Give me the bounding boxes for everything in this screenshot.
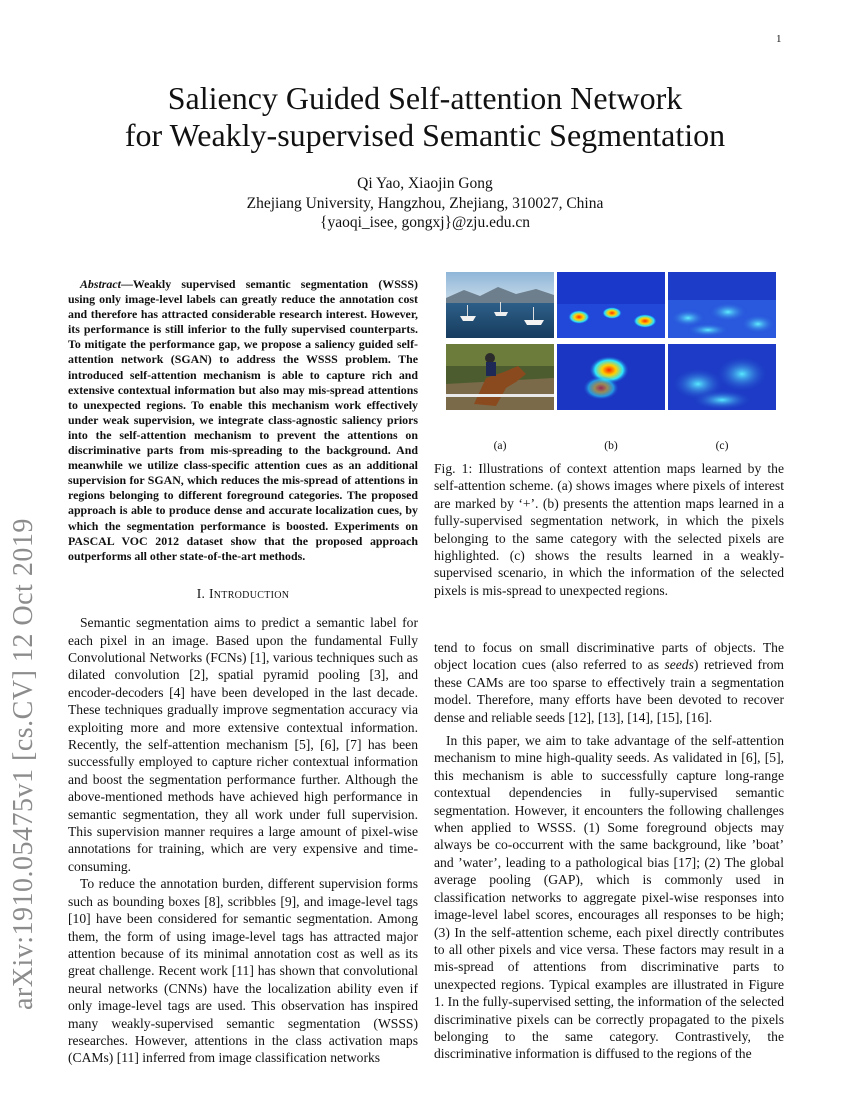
abstract-text: —Weakly supervised semantic segmentation (WSSS) using only image-level labels can greatly reduce the annotation cost and therefore has attracted considerable research interest. However, its performance is still inferior to the fully supervised counterparts. To mitigate the performance gap, we propose a saliency guided self-attention network (SGAN) to address the WSSS problem. The introduced self-attention mechanism is able to capture rich and extensive contextual information but also may mis-spread attentions to unexpected regions. To enable this mechanism work effectively under weak supervision, we integrate class-agnostic saliency priors into the self-attention mechanism to prevent the attentions on discriminative parts from mis-spreading to the background. And meanwhile we utilize class-specific attention cues as an additional supervision for SGAN, which reduces the mis-spread of attentions in regions belonging to different foreground categories. The proposed approach is able to produce dense and accurate localization cues, by which the segmentation performance is boosted. Experiments on PASCAL VOC 2012 dataset show that the proposed approach outperforms all other state-of-the-art methods.: [68, 277, 418, 563]
figure-image-grid: [434, 272, 784, 412]
intro-paragraph-2: To reduce the annotation burden, different supervision forms such as bounding boxes [8], scribbles [9], and image-level tags [10] have been considered for semantic segmentation. Among them, the form of using image-level tags has attracted major attention because of its minimal annotation cost as well as its great challenge. Recent work [11] has shown that convolutional neural networks (CNNs) have the localization ability even if only image-level tags are used. This observation has inspired many weakly-supervised semantic segmentation (WSSS) researches. However, attentions in the class activation maps (CAMs) [11] inferred from image classification networks: [68, 876, 418, 1066]
authors: Qi Yao, Xiaojin Gong: [357, 175, 493, 192]
affiliation: Zhejiang University, Hangzhou, Zhejiang, 310027, China: [246, 195, 604, 212]
title-line-2: for Weakly-supervised Semantic Segmentation: [124, 117, 726, 153]
paper-title: [70, 80, 780, 154]
title-block: [70, 80, 780, 232]
seeds-term: seeds: [664, 657, 694, 673]
arxiv-stamp: arXiv:1910.05475v1 [cs.CV] 12 Oct 2019: [8, 518, 39, 1010]
boats-photo: [446, 272, 554, 338]
para3-text-a: tend to focus on small discriminative parts of objects. The object location cues (also referred to as: [434, 640, 784, 673]
subfigure-label-b: (b): [604, 439, 618, 452]
intro-paragraph-1: Semantic segmentation aims to predict a semantic label for each pixel in an image. Based upon the fundamental Fully Convolutional Networks (FCNs) [1], various techniques such as dilated convolution [2], spatial pyramid pooling [3], and encoder-decoders [4] have been developed in the last decade. These techniques gradually improve segmentation accuracy via exploiting more and more extensive contextual information. Recently, the self-attention mechanism [5], [6], [7] has been successfully employed to capture richer contextual information and boost the segmentation performance further. Although the above-mentioned methods have achieved high performance in semantic segmentation, they all work under full supervision. This supervision manner requires a large amount of pixel-wise annotations for training, which are very expensive and time-consuming.: [68, 615, 418, 874]
section-title: Introduction: [208, 585, 290, 601]
horse-photo: [446, 344, 554, 410]
figure-1: [434, 272, 784, 598]
figure-caption: Fig. 1: Illustrations of context attention maps learned by the self-attention scheme. (a) shows images where pixels of interest are marked by ‘+’. (b) presents the attention maps learned in a fully-supervised segmentation network, in which the pixels belonging to the same category with the selected pixels are highlighted. (c) shows the results learned in a weakly-supervised scenario, in which the information of the selected pixels is mis-spread to unexpected regions.: [434, 461, 784, 598]
title-line-1: Saliency Guided Self-attention Network: [167, 80, 683, 116]
attention-map-weak-horse: [668, 344, 776, 410]
attention-map-weak-boats: [668, 272, 776, 338]
subfigure-label-a: (a): [493, 439, 507, 452]
abstract: [68, 277, 418, 564]
intro-paragraph-4: In this paper, we aim to take advantage of the self-attention mechanism to mine high-quality seeds. As validated in [6], [5], this mechanism is able to successfully capture long-range contextual dependencies in fully-supervised semantic segmentation. However, it encounters the following challenges when applied to WSSS. (1) Some foreground objects may always be co-occurrent with the same background, like ’boat’ and ’water’, leading to a pathological bias [17]; (2) The global average pooling (GAP), which is commonly used in classification networks to aggregate pixel-wise responses into image-level label scores, encourages all responses to be high; (3) In the self-attention scheme, each pixel directly contributes to all other pixels and vice versa. These factors may result in a mis-spread of attentions from discriminative parts to unexpected regions. Typical examples are illustrated in Figure 1. In the fully-supervised setting, the information of the selected discriminative pixels can be correctly propagated to the pixels belonging to the same category. Contrastively, the discriminative information is diffused to the regions of the: [434, 733, 784, 1062]
left-column: [68, 277, 418, 1067]
attention-map-full-boats: [557, 272, 665, 338]
intro-paragraph-3: [434, 639, 784, 726]
abstract-label: Abstract: [80, 277, 121, 291]
page-number: 1: [776, 33, 782, 45]
right-column: [434, 639, 784, 1063]
email: {yaoqi_isee, gongxj}@zju.edu.cn: [320, 214, 530, 231]
section-number: I.: [196, 585, 206, 601]
para3-text-b: ) retrieved from these CAMs are too sparse to effectively train a segmentation model. Therefore, many efforts have been devoted to recover dense and reliable seeds [12], [13], [14], [15], [16].: [434, 657, 784, 725]
subfigure-label-c: (c): [715, 439, 729, 452]
attention-map-full-horse: [557, 344, 665, 410]
section-heading: [68, 585, 418, 602]
